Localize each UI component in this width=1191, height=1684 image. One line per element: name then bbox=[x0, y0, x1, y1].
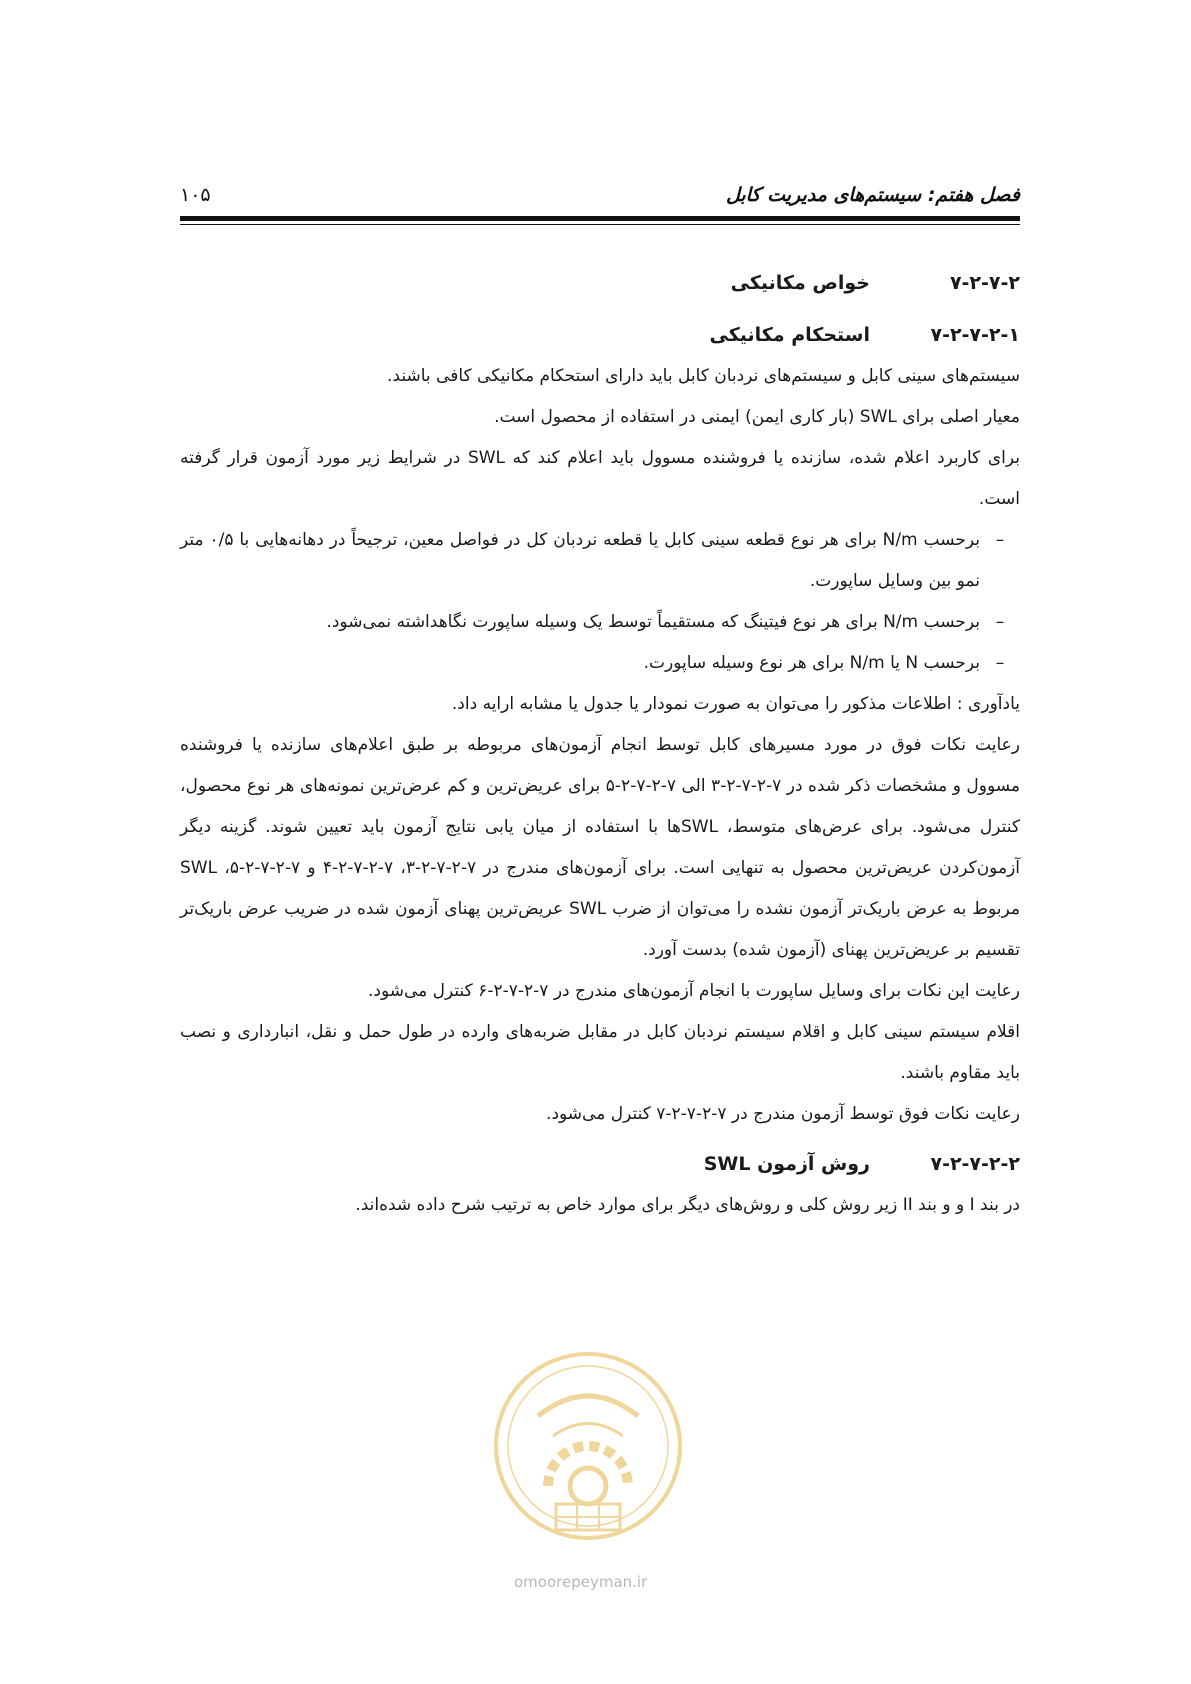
bullet-dash: – bbox=[995, 530, 1005, 550]
paragraph: سیستم‌های سینی کابل و سیستم‌های نردبان کابل باید دارای استحکام مکانیکی کافی باشند. bbox=[387, 366, 1020, 386]
subsection-heading bbox=[180, 314, 1020, 356]
paragraph: در بند I و و بند II زیر روش کلی و روش‌های دیگر برای موارد خاص به ترتیب شرح داده شده‌اند. bbox=[355, 1195, 1020, 1215]
page-header bbox=[180, 180, 1020, 214]
subsection-title: روش آزمون SWL bbox=[703, 1153, 870, 1175]
chapter-title: فصل هفتم: سیستم‌های مدیریت کابل bbox=[725, 184, 1020, 206]
page-number: ۱۰۵ bbox=[180, 184, 211, 206]
bullet-dash: – bbox=[995, 612, 1005, 632]
subsection-number: ۷-۲-۷-۲-۲ bbox=[930, 1153, 1020, 1175]
header-rule-thin bbox=[180, 224, 1020, 225]
paragraph: رعایت نکات فوق توسط آزمون مندرج در ۷-۲-۷-۲-۷ کنترل می‌شود. bbox=[546, 1104, 1020, 1124]
list-item-text: برحسب N یا N/m برای هر نوع وسیله ساپورت. bbox=[643, 653, 980, 673]
list-item-text: برحسب N/m برای هر نوع قطعه سینی کابل یا قطعه نردبان کل در فواصل معین، ترجیحاً در دهانه‌هایی با ۰/۵ متر نمو بین وسایل ساپورت. bbox=[180, 530, 980, 591]
paragraph: برای کاربرد اعلام شده، سازنده یا فروشنده مسوول باید اعلام کند که SWL در شرایط زیر مورد آزمون قرار گرفته است. bbox=[180, 448, 1020, 509]
header-rule-thick bbox=[180, 216, 1020, 221]
watermark-logo bbox=[478, 1336, 698, 1576]
subsection-number: ۷-۲-۷-۲-۱ bbox=[930, 324, 1020, 346]
note-paragraph: یادآوری : اطلاعات مذکور را می‌توان به صورت نمودار یا جدول یا مشابه ارایه داد. bbox=[451, 694, 1020, 714]
page-content bbox=[180, 262, 1020, 1226]
list-item-text: برحسب N/m برای هر نوع فیتینگ که مستقیماً توسط یک وسیله ساپورت نگاهداشته نمی‌شود. bbox=[326, 612, 980, 632]
paragraph: معیار اصلی برای SWL (بار کاری ایمن) ایمنی در استفاده از محصول است. bbox=[494, 407, 1020, 427]
section-number: ۷-۲-۷-۲ bbox=[949, 272, 1020, 294]
subsection-title: استحکام مکانیکی bbox=[709, 324, 870, 346]
watermark-url: omoorepeyman.ir bbox=[514, 1573, 648, 1591]
paragraph: اقلام سیستم سینی کابل و اقلام سیستم نردبان کابل در مقابل ضربه‌های وارده در طول حمل و نقل، انبارداری و نصب باید مقاوم باشند. bbox=[180, 1022, 1020, 1083]
list-item bbox=[180, 643, 1020, 684]
paragraph: رعایت این نکات برای وسایل ساپورت با انجام آزمون‌های مندرج در ۷-۲-۷-۲-۶ کنترل می‌شود. bbox=[368, 981, 1020, 1001]
spacer bbox=[180, 1135, 1020, 1143]
subsection-heading bbox=[180, 1143, 1020, 1185]
paragraph: رعایت نکات فوق در مورد مسیرهای کابل توسط انجام آزمون‌های مربوطه بر طبق اعلام‌های سازنده یا فروشنده مسوول و مشخصات ذکر شده در ۷-۲-۷-۲-۳ الی ۷-۲-۷-۲-۵ برای عریض‌ترین و کم عرض‌ترین نمونه‌های هر نوع محصول، کنترل می‌شود. برای عرض‌های متوسط، SWLها با استفاده از میان یابی نتایج آزمون باید تعیین شوند. گزینه دیگر آزمون‌کردن عریض‌ترین محصول به تنهایی است. برای آزمون‌های مندرج در ۷-۲-۷-۲-۳، ۷-۲-۷-۲-۴ و ۷-۲-۷-۲-۵، SWL مربوط به عرض باریک‌تر آزمون نشده را می‌توان از ضرب SWL عریض‌ترین پهنای آزمون شده در ضریب عرض باریک‌تر تقسیم بر عریض‌ترین پهنای (آزمون شده) بدست آورد. bbox=[180, 735, 1021, 960]
list-item bbox=[180, 602, 1020, 643]
bullet-dash: – bbox=[995, 653, 1005, 673]
section-heading bbox=[180, 262, 1020, 304]
list-item bbox=[180, 520, 1020, 602]
section-title: خواص مکانیکی bbox=[730, 272, 870, 294]
